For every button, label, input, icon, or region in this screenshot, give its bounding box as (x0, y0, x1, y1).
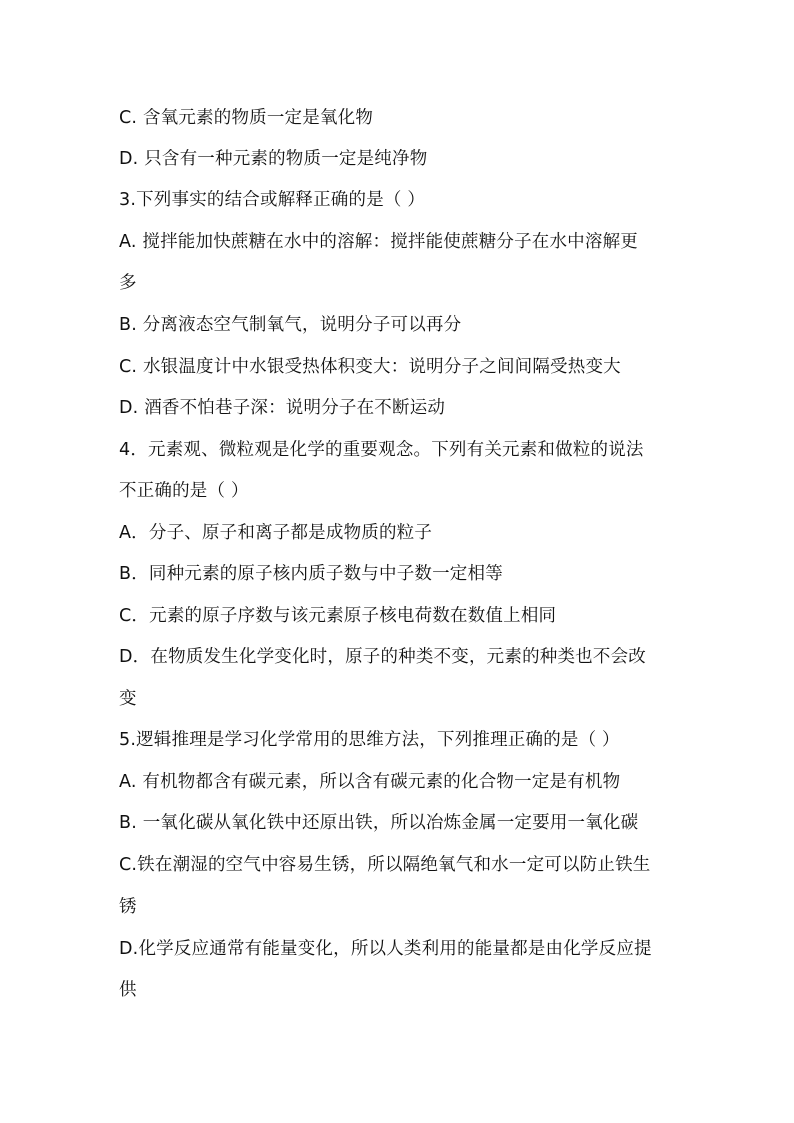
q3-option-d: D. 酒香不怕巷子深：说明分子在不断运动 (119, 398, 446, 418)
q4-stem: 4．元素观、微粒观是化学的重要观念。下列有关元素和做粒的说法 (119, 440, 644, 460)
q4-option-b: B．同种元素的原子核内质子数与中子数一定相等 (119, 564, 503, 584)
q4-option-d-cont: 变 (119, 689, 137, 709)
q3-option-c: C. 水银温度计中水银受热体积变大：说明分子之间间隔受热变大 (119, 357, 621, 377)
q5-option-c: C.铁在潮湿的空气中容易生锈，所以隔绝氧气和水一定可以防止铁生 (119, 855, 651, 875)
q4-option-a: A．分子、原子和离子都是成物质的粒子 (119, 523, 433, 543)
q5-option-c-cont: 锈 (119, 897, 137, 917)
q2-option-c: C. 含氧元素的物质一定是氧化物 (119, 108, 374, 128)
q3-option-a: A. 搅拌能加快蔗糖在水中的溶解：搅拌能使蔗糖分子在水中溶解更 (119, 232, 638, 252)
q2-option-d: D. 只含有一种元素的物质一定是纯净物 (119, 149, 428, 169)
q5-stem: 5.逻辑推理是学习化学常用的思维方法，下列推理正确的是（ ） (119, 730, 620, 750)
q5-option-d: D.化学反应通常有能量变化，所以人类利用的能量都是由化学反应提 (119, 939, 652, 959)
q3-option-b: B. 分离液态空气制氧气，说明分子可以再分 (119, 315, 462, 335)
q3-stem: 3.下列事实的结合或解释正确的是（ ） (119, 190, 426, 210)
q5-option-d-cont: 供 (119, 980, 137, 1000)
q4-option-c: C．元素的原子序数与该元素原子核电荷数在数值上相同 (119, 606, 557, 626)
q3-option-a-cont: 多 (119, 273, 137, 293)
q5-option-b: B. 一氧化碳从氧化铁中还原出铁，所以冶炼金属一定要用一氧化碳 (119, 813, 639, 833)
q4-stem-cont: 不正确的是（ ） (119, 481, 249, 501)
q5-option-a: A. 有机物都含有碳元素，所以含有碳元素的化合物一定是有机物 (119, 772, 621, 792)
q4-option-d: D．在物质发生化学变化时，原子的种类不变，元素的种类也不会改 (119, 647, 646, 667)
